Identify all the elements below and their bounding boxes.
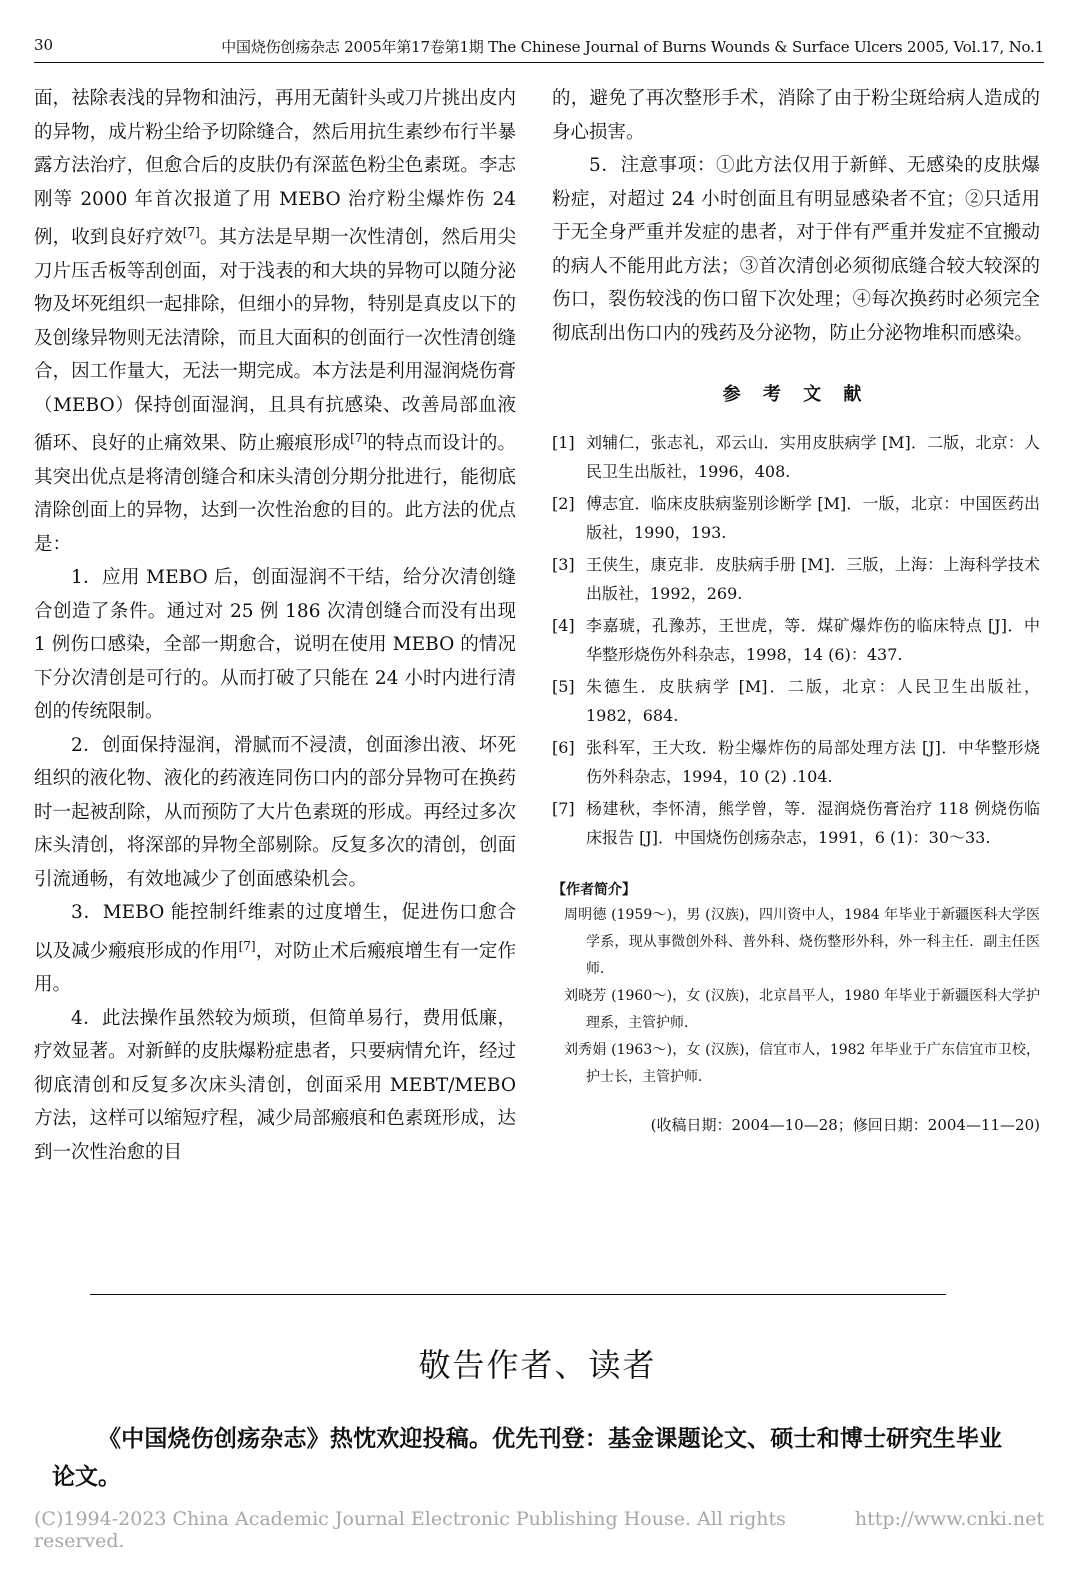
running-header [34, 36, 1044, 62]
reference-item [552, 428, 1040, 486]
paragraph-continued: 的，避免了再次整形手术，消除了由于粉尘斑给病人造成的身心损害。 [552, 88, 1040, 143]
left-column [34, 82, 516, 1169]
paragraph-text: 面，祛除表浅的异物和油污，再用无菌针头或刀片挑出皮内的异物，成片粉尘给予切除缝合，然后用抗生素纱布行半暴露方法治疗，但愈合后的皮肤仍有深蓝色粉尘色素斑。李志刚等 2000 年首次报道了用 MEBO 治疗粉尘爆炸伤 24 例，收到良好疗效 [34, 88, 516, 249]
author-bio: 刘晓芳 (1960～)，女 (汉族)，北京昌平人，1980 年毕业于新疆医科大学护理系，主管护师． [564, 987, 1040, 1031]
reference-text: 杨建秋，李怀清，熊学曾，等．湿润烧伤膏治疗 118 例烧伤临床报告 [J]．中国烧伤创疡杂志，1991，6 (1)：30～33. [586, 798, 1040, 847]
author-bio: 刘秀娟 (1963～)，女 (汉族)，信宜市人，1982 年毕业于广东信宜市卫校，护士长，主管护师． [564, 1041, 1040, 1085]
reference-list [552, 428, 1040, 852]
paragraph-point-5: 5．注意事项：①此方法仅用于新鲜、无感染的皮肤爆粉症，对超过 24 小时创面且有明显感染者不宜；②只适用于无全身严重并发症的患者，对于伴有严重并发症不宜搬动的病人不能用此方法；③首次清创必须彻底缝合较大较深的伤口，裂伤较浅的伤口留下次处理；④每次换药时必须完全彻底刮出伤口内的残药及分泌物，防止分泌物堆积而感染。 [552, 155, 1040, 344]
reference-text: 李嘉琥，孔豫苏，王世虎，等．煤矿爆炸伤的临床特点 [J]．中华整形烧伤外科杂志，1998，14 (6)：437. [586, 615, 1040, 664]
reference-number: [7] [552, 798, 575, 818]
reference-item [552, 550, 1040, 608]
references-heading: 参 考 文 献 [722, 384, 870, 405]
reference-number: [6] [552, 737, 575, 757]
author-bio: 周明德 (1959～)，男 (汉族)，四川资中人，1984 年毕业于新疆医科大学医学系，现从事微创外科、普外科、烧伤整形外科，外一科主任．副主任医师． [564, 906, 1040, 977]
paragraph-text: 。其方法是早期一次性清创，然后用尖刀片压舌板等刮创面，对于浅表的和大块的异物可以随分泌物及坏死组织一起排除，但细小的异物，特别是真皮以下的及创缘异物则无法清除，而且大面积的创面行一次性清创缝合，因工作量大，无法一期完成。本方法是利用湿润烧伤膏（MEBO）保持创面湿润，且具有抗感染、改善局部血液循环、良好的止痛效果、防止瘢痕形成 [34, 227, 516, 455]
right-column [552, 82, 1040, 1137]
cnki-url[interactable]: http://www.cnki.net [854, 1508, 1044, 1530]
reference-item [552, 489, 1040, 547]
paragraph-point-1: 1．应用 MEBO 后，创面湿润不干结，给分次清创缝合创造了条件。通过对 25 例 186 次清创缝合而没有出现 1 例伤口感染，全部一期愈合，说明在使用 MEBO 的情况下分次清创是可行的。从而打破了只能在 24 小时内进行清创的传统限制。 [34, 567, 516, 723]
reference-text: 朱德生．皮肤病学 [M]．二版，北京：人民卫生出版社，1982，684. [586, 676, 1040, 725]
paragraph-intro [34, 82, 516, 561]
reference-item [552, 611, 1040, 669]
citation: [7] [350, 431, 368, 446]
reference-item [552, 672, 1040, 730]
paragraph-point-2: 2．创面保持湿润，滑腻而不浸渍，创面渗出液、坏死组织的液化物、液化的药液连同伤口内的部分异物可在换药时一起被刮除，从而预防了大片色素斑的形成。再经过多次床头清创，将深部的异物全部剔除。反复多次的清创，创面引流通畅，有效地减少了创面感染机会。 [34, 734, 516, 890]
reference-text: 傅志宜．临床皮肤病鉴别诊断学 [M]．一版，北京：中国医药出版社，1990，193. [586, 493, 1040, 542]
paragraph-text: 的特点而设计的。其突出优点是将清创缝合和床头清创分期分批进行，能彻底清除创面上的异物，达到一次性治愈的目的。此方法的优点是： [34, 433, 516, 555]
author-bio-heading: 【作者简介】 [552, 881, 636, 898]
copyright-footer [34, 1508, 1044, 1552]
paragraph-point-4: 4．此法操作虽然较为烦琐，但简单易行，费用低廉，疗效显著。对新鲜的皮肤爆粉症患者，只要病情允许，经过彻底清创和反复多次床头清创，创面采用 MEBT/MEBO 方法，这样可以缩短疗程，减少局部瘢痕和色素斑形成，达到一次性治愈的目 [34, 1007, 516, 1163]
reference-number: [1] [552, 432, 575, 452]
citation: [7] [238, 938, 256, 953]
notice-title: 敬告作者、读者 [418, 1346, 657, 1384]
paragraph-point-3 [34, 896, 516, 1002]
reference-item [552, 794, 1040, 852]
reference-number: [4] [552, 615, 575, 635]
reference-number: [2] [552, 493, 575, 513]
page-number: 30 [34, 36, 54, 54]
reference-number: [5] [552, 676, 575, 696]
journal-title-line: 中国烧伤创疡杂志 2005年第17卷第1期 The Chinese Journal of Burns Wounds & Surface Ulcers 2005, Vol.17, No.1 [221, 38, 1044, 56]
citation: [7] [182, 225, 200, 239]
reference-number: [3] [552, 554, 575, 574]
reference-text: 张科军，王大玫．粉尘爆炸伤的局部处理方法 [J]．中华整形烧伤外科杂志，1994，10 (2) .104. [586, 737, 1040, 786]
reference-text: 王侠生，康克非．皮肤病手册 [M]．三版，上海：上海科学技术出版社，1992，269. [586, 554, 1040, 603]
paragraph-text: ，对防止术后瘢痕增生有一定作用。 [34, 940, 516, 996]
section-divider [90, 1294, 946, 1295]
received-dates: (收稿日期：2004—10—28；修回日期：2004—11—20) [650, 1115, 1040, 1134]
reference-text: 刘辅仁，张志礼，邓云山．实用皮肤病学 [M]．二版，北京：人民卫生出版社，1996，408. [586, 432, 1040, 481]
notice-body: 《中国烧伤创疡杂志》热忱欢迎投稿。优先刊登：基金课题论文、硕士和博士研究生毕业论文。 [52, 1425, 1002, 1490]
paragraph-text: 3．MEBO 能控制纤维素的过度增生，促进伤口愈合以及减少瘢痕形成的作用 [34, 902, 516, 962]
header-rule [34, 62, 1044, 63]
reference-item [552, 733, 1040, 791]
copyright-text: (C)1994-2023 China Academic Journal Electronic Publishing House. All rights reserved. [34, 1508, 786, 1552]
